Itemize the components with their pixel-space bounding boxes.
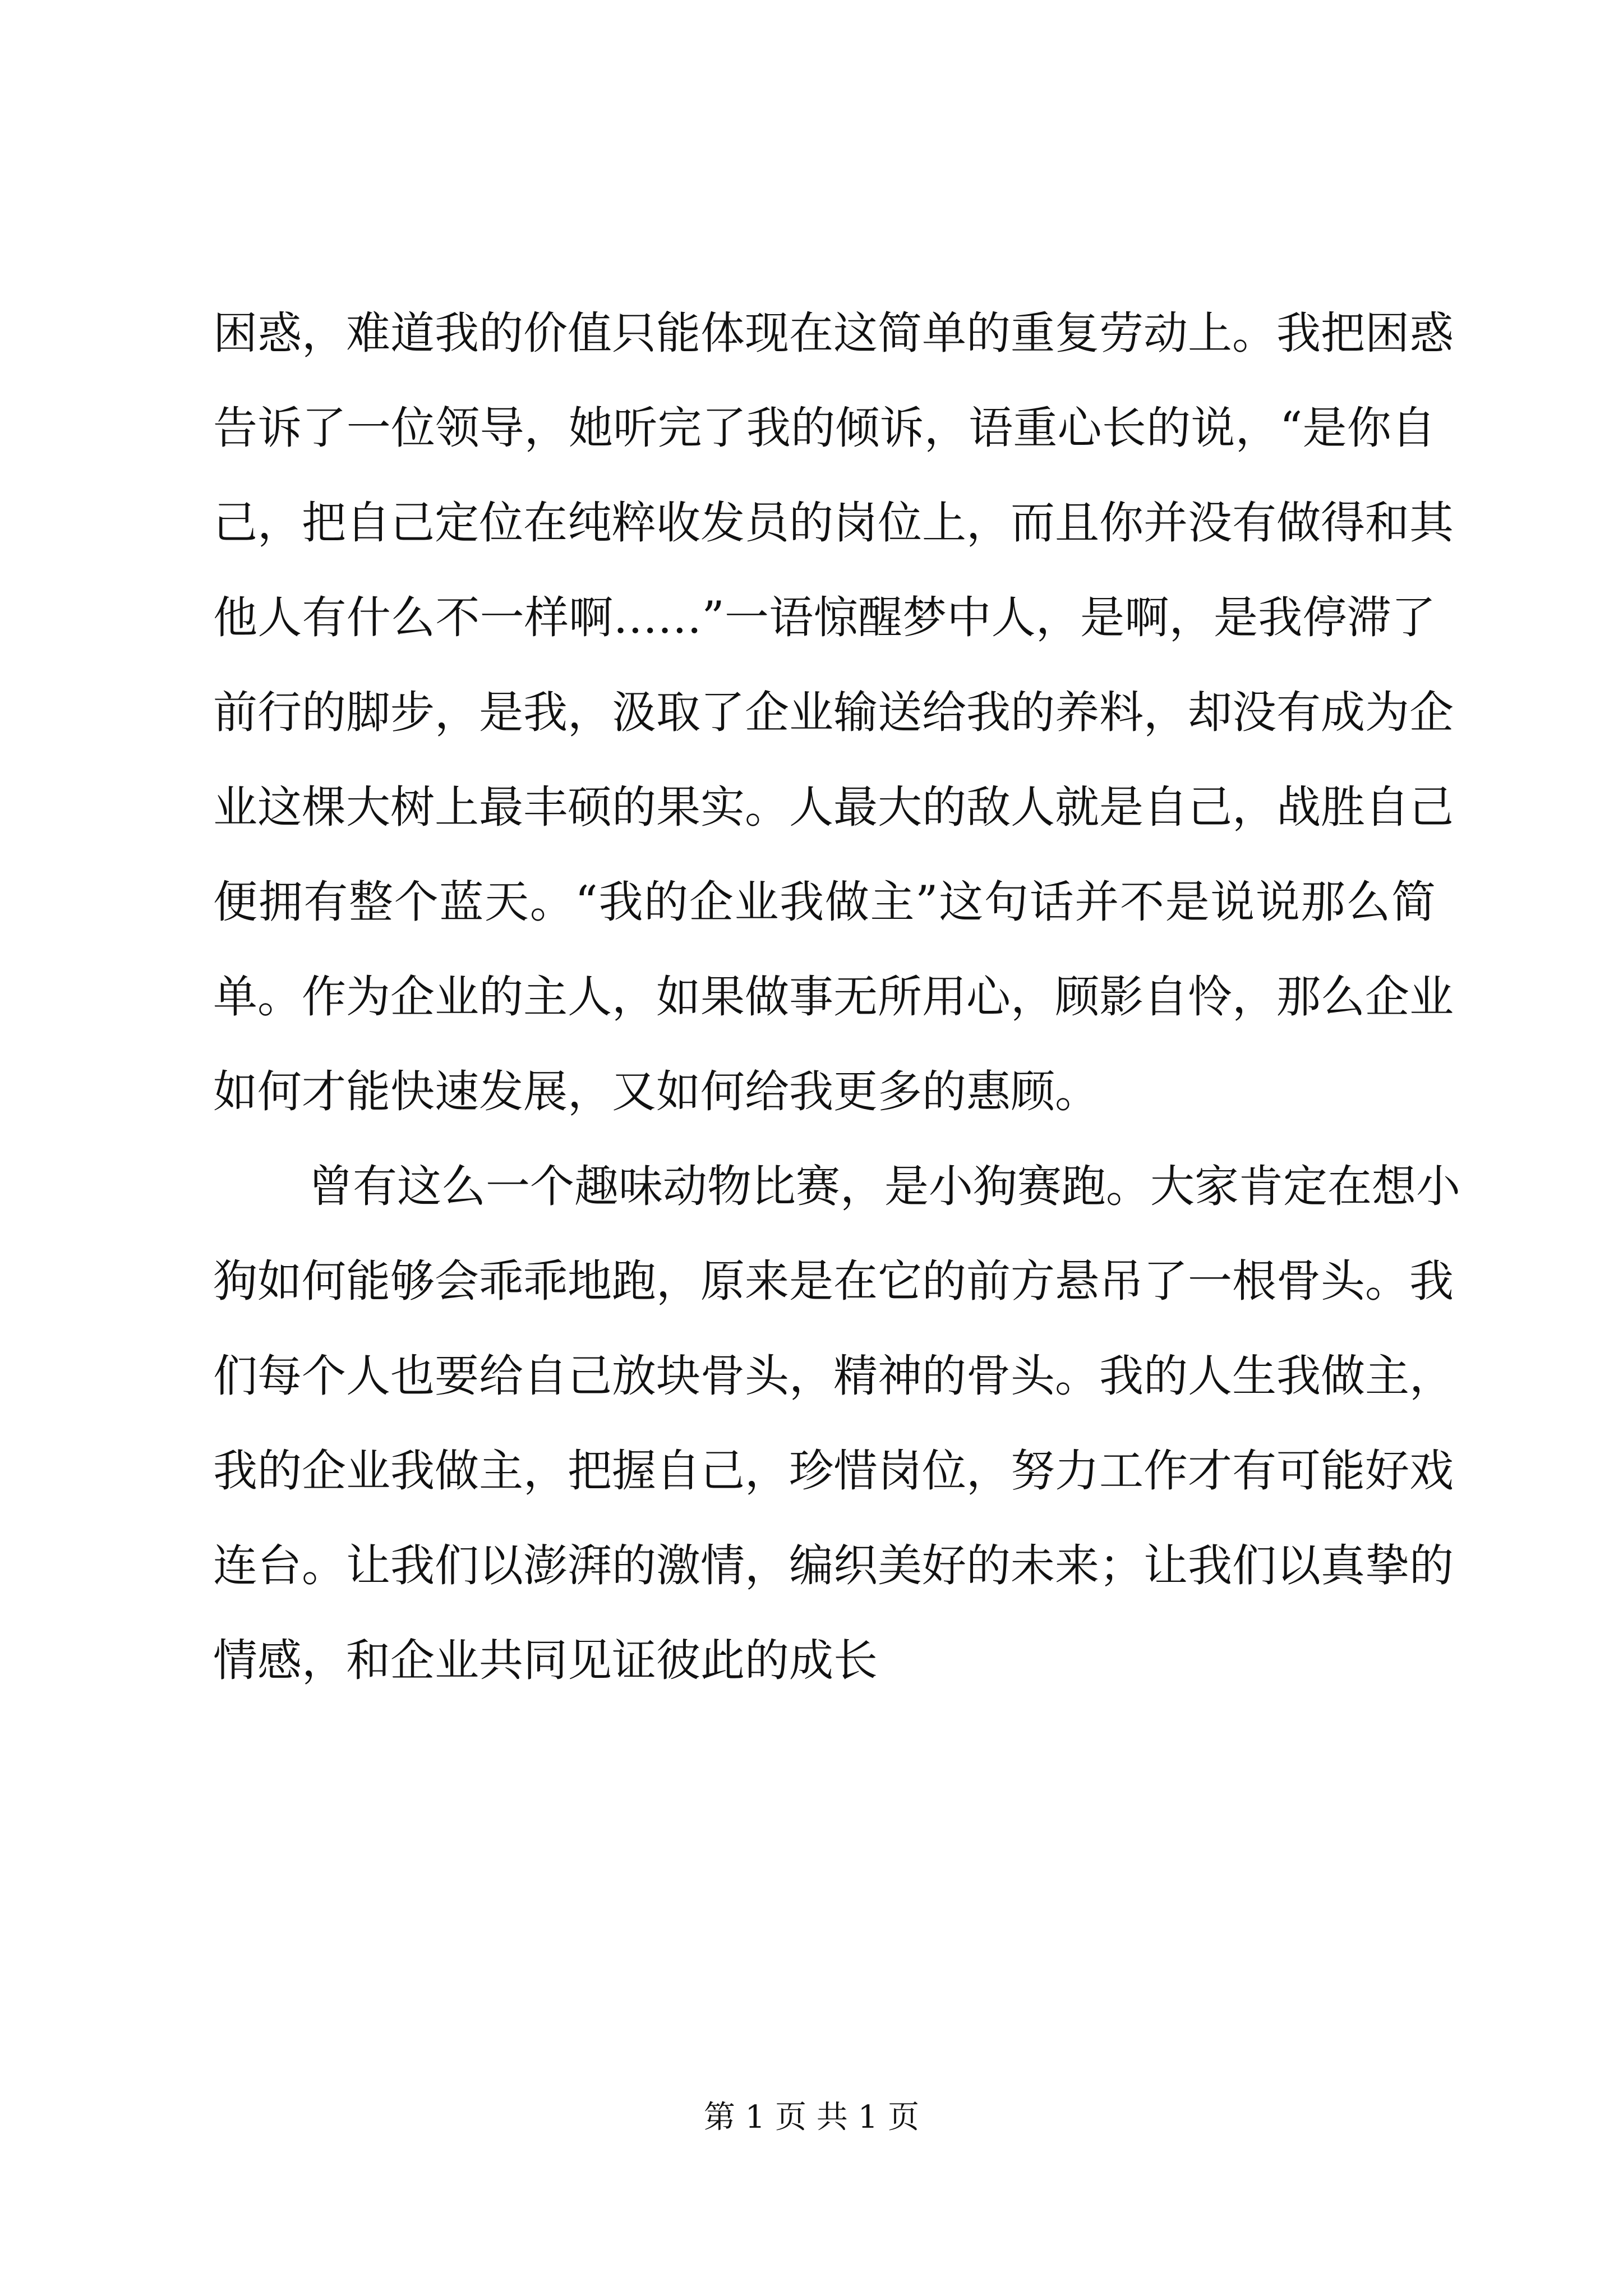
- text-line: 业这棵大树上最丰硕的果实。人最大的敌人就是自己，战胜自己: [213, 781, 1454, 833]
- body-text: [213, 286, 1460, 1708]
- text-line: 前行的脚步，是我，汲取了企业输送给我的养料，却没有成为企: [213, 687, 1454, 738]
- text-line: 告诉了一位领导，她听完了我的倾诉，语重心长的说，“是你自: [213, 402, 1436, 454]
- text-line: 连台。让我们以澎湃的激情，编织美好的未来；让我们以真挚的: [213, 1540, 1454, 1591]
- text-line: 困惑，难道我的价值只能体现在这简单的重复劳动上。我把困惑: [213, 307, 1454, 359]
- text-line: 狗如何能够会乖乖地跑，原来是在它的前方悬吊了一根骨头。我: [213, 1255, 1454, 1307]
- page-number-label: 第 1 页 共 1 页: [703, 2099, 920, 2136]
- text-line: 单。作为企业的主人，如果做事无所用心，顾影自怜，那么企业: [213, 971, 1454, 1023]
- text-line: 他人有什么不一样啊……”一语惊醒梦中人，是啊，是我停滞了: [213, 592, 1436, 643]
- text-line: 如何才能快速发展，又如何给我更多的惠顾。: [213, 1066, 1099, 1117]
- text-line: 我的企业我做主，把握自己，珍惜岗位，努力工作才有可能好戏: [213, 1445, 1454, 1497]
- text-line: 们每个人也要给自己放块骨头，精神的骨头。我的人生我做主，: [213, 1350, 1454, 1402]
- text-line: 便拥有整个蓝天。“我的企业我做主”这句话并不是说说那么简: [213, 876, 1436, 928]
- text-line: 情感，和企业共同见证彼此的成长: [213, 1635, 878, 1686]
- text-line: 己，把自己定位在纯粹收发员的岗位上，而且你并没有做得和其: [213, 497, 1454, 549]
- page-footer: [0, 2095, 1623, 2140]
- text-line: 曾有这么一个趣味动物比赛，是小狗赛跑。大家肯定在想小: [308, 1161, 1460, 1212]
